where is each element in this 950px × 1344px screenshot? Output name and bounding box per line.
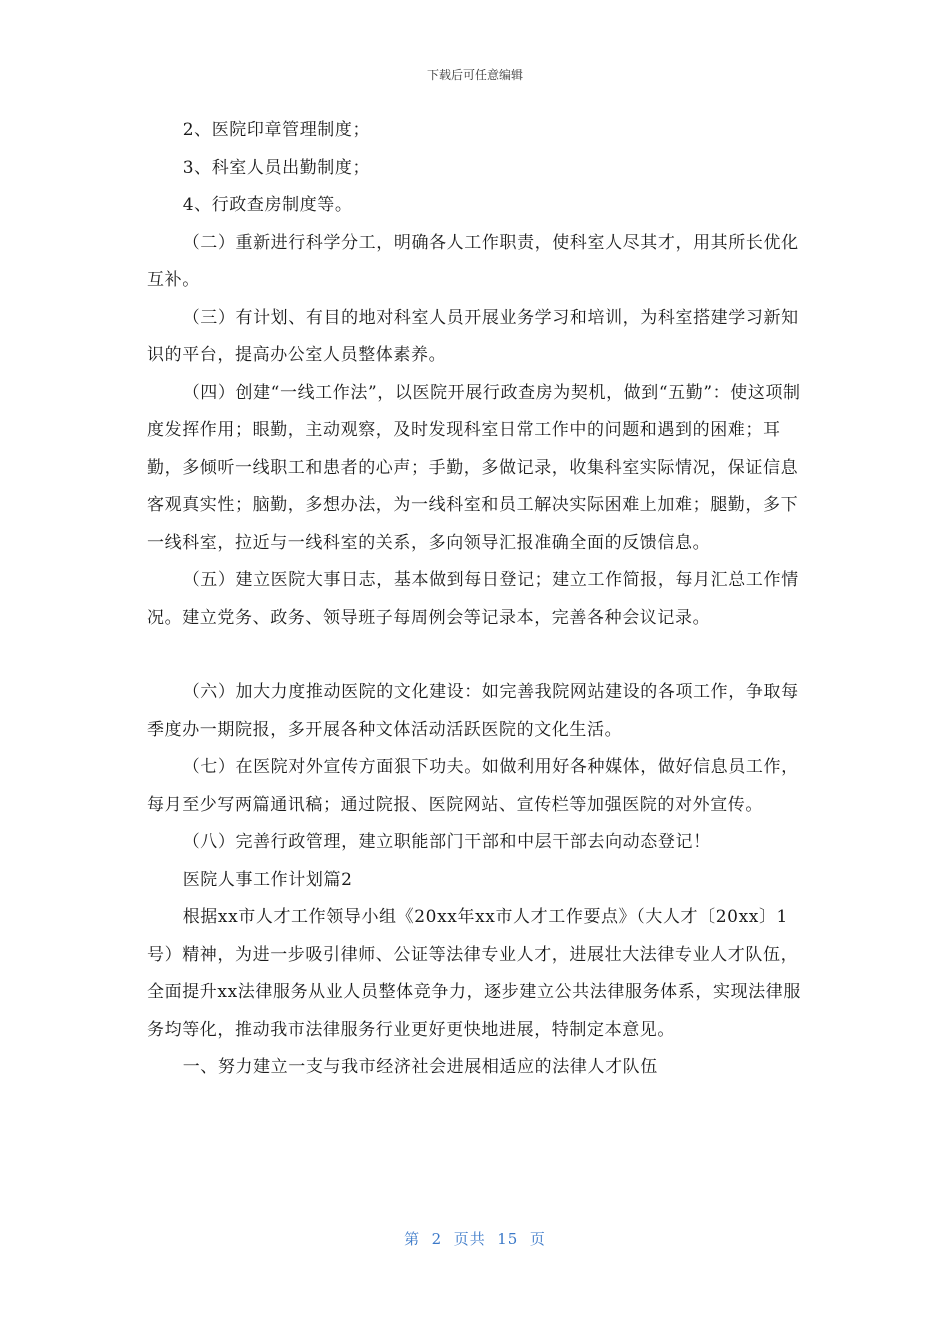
paragraph-section-5: （五）建立医院大事日志，基本做到每日登记；建立工作简报，每月汇总工作情况。建立党务、政务、领导班子每周例会等记录本，完善各种会议记录。 (147, 570, 799, 628)
paragraph-section-7: （七）在医院对外宣传方面狠下功夫。如做利用好各种媒体，做好信息员工作，每月至少写两篇通讯稿；通过院报、医院网站、宣传栏等加强医院的对外宣传。 (147, 757, 799, 815)
page-number-footer: 第 2 页共 15 页 (404, 1230, 546, 1248)
paragraph-intro: 根据xx市人才工作领导小组《20xx年xx市人才工作要点》（大人才〔20xx〕1号）精神，为进一步吸引律师、公证等法律专业人才，进展壮大法律专业人才队伍，全面提升xx法律服务从业人员整体竞争力，逐步建立公共法律服务体系，实现法律服务均等化，推动我市法律服务行业更好更快地进展，特制定本意见。 (147, 907, 801, 1040)
paragraph-item-3: 3、科室人员出勤制度； (182, 157, 371, 178)
page-header: 下载后可任意编辑 (426, 68, 523, 82)
section-heading: 医院人事工作计划篇2 (182, 869, 353, 890)
paragraph-item-4: 4、行政查房制度等。 (182, 195, 353, 215)
paragraph-item-2: 2、医院印章管理制度； (182, 120, 371, 140)
paragraph-part-1: 一、努力建立一支与我市经济社会进展相适应的法律人才队伍 (182, 1057, 658, 1077)
paragraph-section-4: （四）创建“一线工作法”，以医院开展行政查房为契机，做到“五勤”：使这项制度发挥作用；眼勤，主动观察，及时发现科室日常工作中的问题和遇到的困难；耳勤，多倾听一线职工和患者的心声；手勤，多做记录，收集科室实际情况，保证信息客观真实性；脑勤，多想办法，为一线科室和员工解决实际困难上加难；腿勤，多下一线科室，拉近与一线科室的关系，多向领导汇报准确全面的反馈信息。 (147, 382, 801, 553)
paragraph-section-8: （八）完善行政管理，建立职能部门干部和中层干部去向动态登记！ (182, 832, 711, 852)
paragraph-section-2: （二）重新进行科学分工，明确各人工作职责，使科室人尽其才，用其所长优化互补。 (147, 232, 799, 290)
paragraph-section-6: （六）加大力度推动医院的文化建设：如完善我院网站建设的各项工作，争取每季度办一期院报，多开展各种文体活动活跃医院的文化生活。 (147, 682, 799, 740)
paragraph-section-3: （三）有计划、有目的地对科室人员开展业务学习和培训，为科室搭建学习新知识的平台，提高办公室人员整体素养。 (147, 307, 799, 365)
document-body (147, 112, 807, 1087)
